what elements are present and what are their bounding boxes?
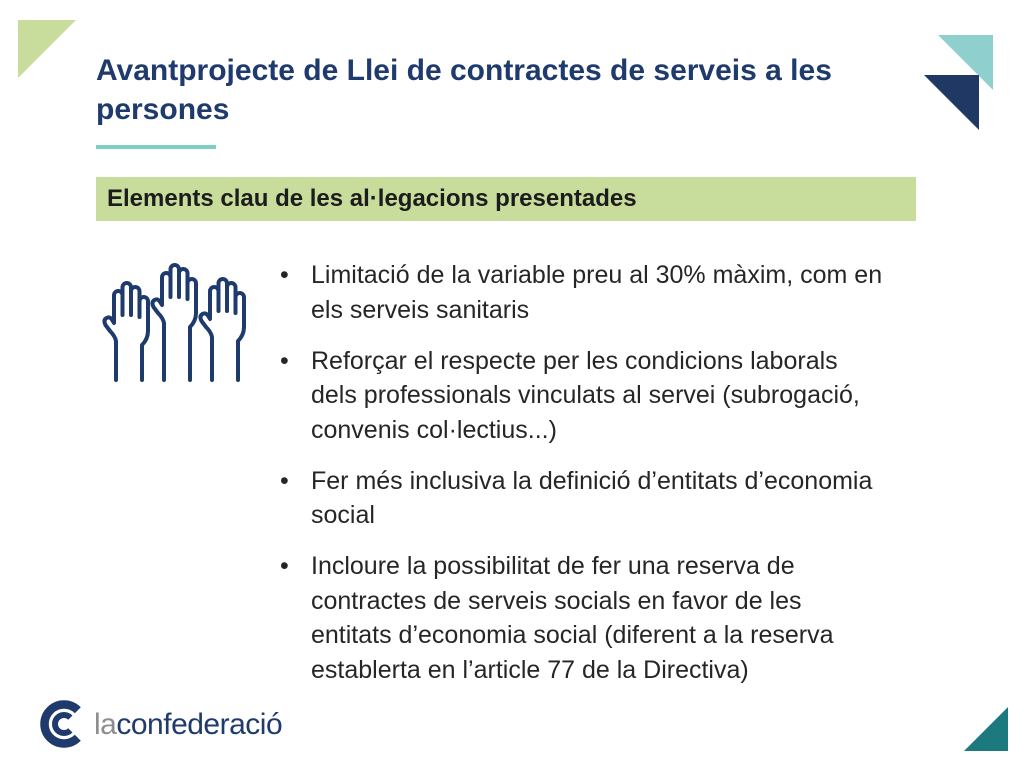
- logo-prefix: la: [94, 708, 117, 741]
- corner-triangle-bottom-right: [962, 705, 1010, 753]
- bullet-line: social: [311, 501, 375, 529]
- bullet-line: els serveis sanitaris: [311, 295, 530, 324]
- bullet-dot: •: [280, 346, 289, 375]
- raised-hands-icon: [100, 258, 250, 384]
- bullet-line: convenis col·lectius...): [311, 415, 557, 444]
- laconfederacio-logo-icon: [38, 698, 90, 750]
- bullet-line: Incloure la possibilitat de fer una reserva de: [311, 552, 795, 580]
- list-item: [276, 258, 882, 327]
- hand-right-icon: [200, 279, 244, 380]
- bullet-line: establerta en l’article 77 de la Directiva): [311, 655, 749, 684]
- bullet-line: Reforçar el respecte per les condicions laborals: [311, 346, 838, 375]
- title-underline: [96, 145, 216, 149]
- list-item: [276, 344, 882, 448]
- bullet-line: dels professionals vinculats al servei (subrogació,: [311, 381, 860, 409]
- section-header-text: Elements clau de les al·legacions presentades: [107, 185, 637, 212]
- slide-title: Avantprojecte de Llei de contractes de serveis a les persones: [96, 54, 832, 126]
- list-item: [276, 464, 882, 533]
- section-header-band: [96, 177, 916, 221]
- bullet-line: contractes de serveis socials en favor de les: [311, 586, 802, 615]
- bullet-list: [276, 258, 882, 704]
- list-item: [276, 549, 882, 687]
- logo-wordmark: [94, 707, 282, 743]
- bullet-dot: •: [280, 552, 289, 580]
- logo-inner-ring: [55, 715, 70, 733]
- bullet-line: entitats d’economia social (diferent a la reserva: [311, 621, 834, 649]
- bullet-dot: •: [280, 261, 289, 289]
- corner-triangles-top-right: [920, 33, 996, 133]
- bullet-line: Fer més inclusiva la definició d’entitats d’economia: [311, 466, 873, 495]
- hand-middle-icon: [152, 265, 196, 380]
- logo-outer-ring: [45, 705, 78, 744]
- bullet-line: Limitació de la variable preu al 30% màxim, com en: [311, 261, 883, 289]
- bullet-dot: •: [280, 466, 289, 495]
- triangle-navy: [924, 75, 979, 130]
- corner-triangle-top-left: [18, 20, 76, 78]
- logo-name: confederació: [116, 708, 283, 741]
- hand-left-icon: [104, 283, 148, 380]
